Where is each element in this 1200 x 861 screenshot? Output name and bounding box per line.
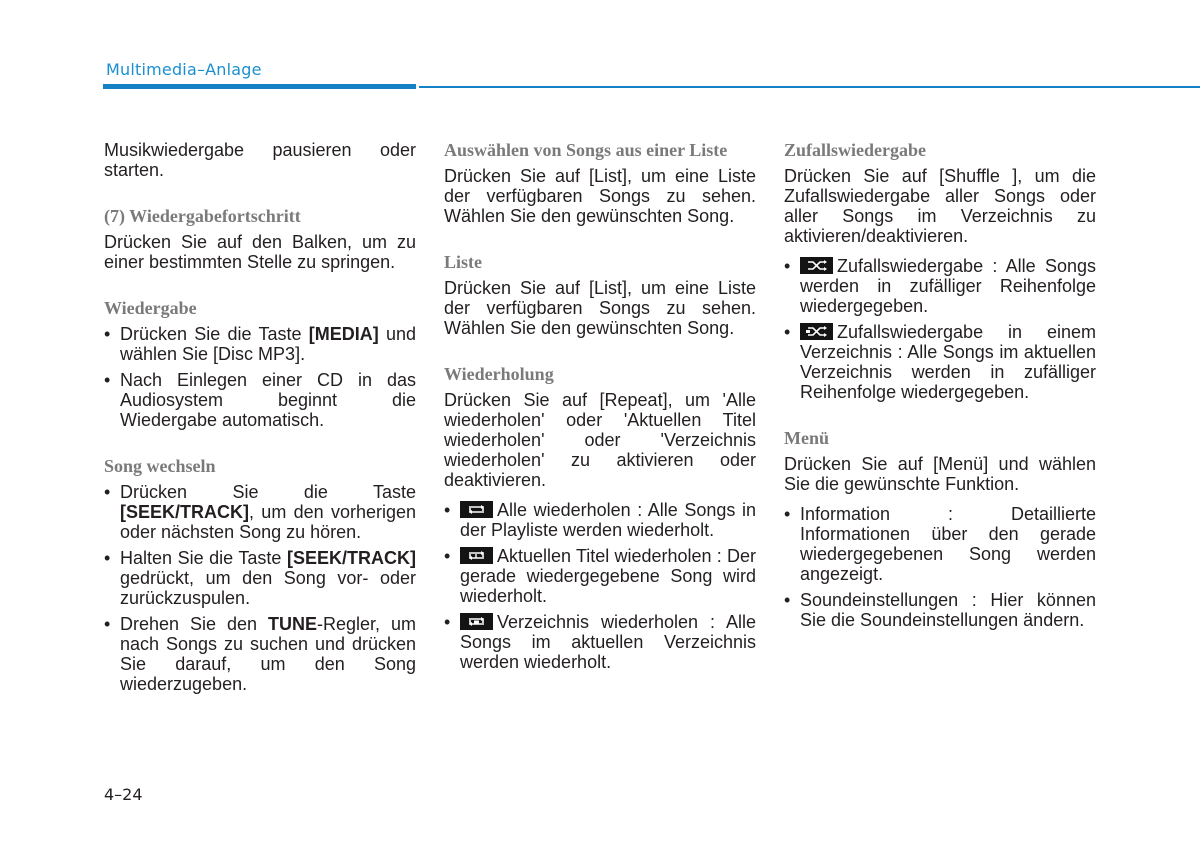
list-item: • Zufallswiedergabe : Alle Songs werden in zufälliger Reihenfolge wiedergegeben.: [784, 256, 1096, 316]
playback-list: [104, 324, 416, 430]
column-1: [104, 140, 416, 700]
progress-paragraph: Drücken Sie auf den Balken, um zu einer bestimmten Stelle zu springen.: [104, 232, 416, 272]
shuffle-paragraph: Drücken Sie auf [Shuffle ], um die Zufallswiedergabe aller Songs oder aller Songs im Verzeichnis zu aktivieren/deaktivieren.: [784, 166, 1096, 246]
list-item: • Drücken Sie die Taste [MEDIA] und wählen Sie [Disc MP3].: [104, 324, 416, 364]
repeat-paragraph: Drücken Sie auf [Repeat], um 'Alle wiederholen' oder 'Aktuellen Titel wiederholen' oder 'Verzeichnis wiederholen' zu aktivieren oder deaktivieren.: [444, 390, 756, 490]
section-heading-menu: Menü: [784, 428, 829, 448]
shuffle-folder-icon: [800, 323, 833, 340]
seek-track-key-label: [SEEK/TRACK]: [120, 502, 249, 522]
header-rule-light: [419, 86, 1200, 88]
menu-paragraph: Drücken Sie auf [Menü] und wählen Sie die gewünschte Funktion.: [784, 454, 1096, 494]
shuffle-icon: [800, 257, 833, 274]
list-item: • Halten Sie die Taste [SEEK/TRACK] gedrückt, um den Song vor- oder zurückzuspulen.: [104, 548, 416, 608]
repeat-list: [444, 500, 756, 672]
repeat-one-icon: [460, 547, 493, 564]
page-number: 4–24: [104, 785, 143, 804]
menu-list: [784, 504, 1096, 630]
select-songs-paragraph: Drücken Sie auf [List], um eine Liste der verfügbaren Songs zu sehen. Wählen Sie den gewünschten Song.: [444, 166, 756, 226]
column-3: [784, 140, 1096, 636]
list-item: • Nach Einlegen einer CD in das Audiosystem beginnt die Wiedergabe automatisch.: [104, 370, 416, 430]
list-item: • Drücken Sie die Taste [SEEK/TRACK], um den vorherigen oder nächsten Song zu hören.: [104, 482, 416, 542]
section-heading-change-song: Song wechseln: [104, 456, 216, 476]
section-heading-playback: Wiedergabe: [104, 298, 197, 318]
shuffle-list: [784, 256, 1096, 402]
list-item: • Soundeinstellungen : Hier können Sie die Soundeinstellungen ändern.: [784, 590, 1096, 630]
header-title: Multimedia–Anlage: [106, 60, 262, 79]
section-heading-shuffle: Zufallswiedergabe: [784, 140, 926, 160]
list-item: • Verzeichnis wiederholen : Alle Songs im aktuellen Verzeichnis werden wiederholt.: [444, 612, 756, 672]
list-item: • Aktuellen Titel wiederholen : Der gerade wiedergegebene Song wird wiederholt.: [444, 546, 756, 606]
repeat-all-icon: [460, 501, 493, 518]
section-heading-select-songs: Auswählen von Songs aus einer Liste: [444, 140, 728, 160]
tune-knob-label: TUNE: [267, 614, 317, 634]
section-heading-progress: (7) Wiedergabefortschritt: [104, 206, 301, 226]
change-song-list: [104, 482, 416, 694]
list-paragraph: Drücken Sie auf [List], um eine Liste der verfügbaren Songs zu sehen. Wählen Sie den gewünschten Song.: [444, 278, 756, 338]
intro-paragraph: Musikwiedergabe pausieren oder starten.: [104, 140, 416, 180]
list-item: • Zufallswiedergabe in einem Verzeichnis : Alle Songs im aktuellen Verzeichnis werden in zufälliger Reihenfolge wiedergegeben.: [784, 322, 1096, 402]
header-rule-dark: [103, 84, 416, 89]
list-item: • Information : Detaillierte Informationen über den gerade wiedergegebenen Song werden angezeigt.: [784, 504, 1096, 584]
list-item: • Alle wiederholen : Alle Songs in der Playliste werden wiederholt.: [444, 500, 756, 540]
section-heading-list: Liste: [444, 252, 482, 272]
section-heading-repeat: Wiederholung: [444, 364, 554, 384]
column-2: [444, 140, 756, 678]
media-key-label: [MEDIA]: [308, 324, 379, 344]
list-item: • Drehen Sie den TUNE-Regler, um nach Songs zu suchen und drücken Sie darauf, um den Song wiederzugeben.: [104, 614, 416, 694]
seek-track-key-label: [SEEK/TRACK]: [287, 548, 416, 568]
repeat-folder-icon: [460, 613, 493, 630]
